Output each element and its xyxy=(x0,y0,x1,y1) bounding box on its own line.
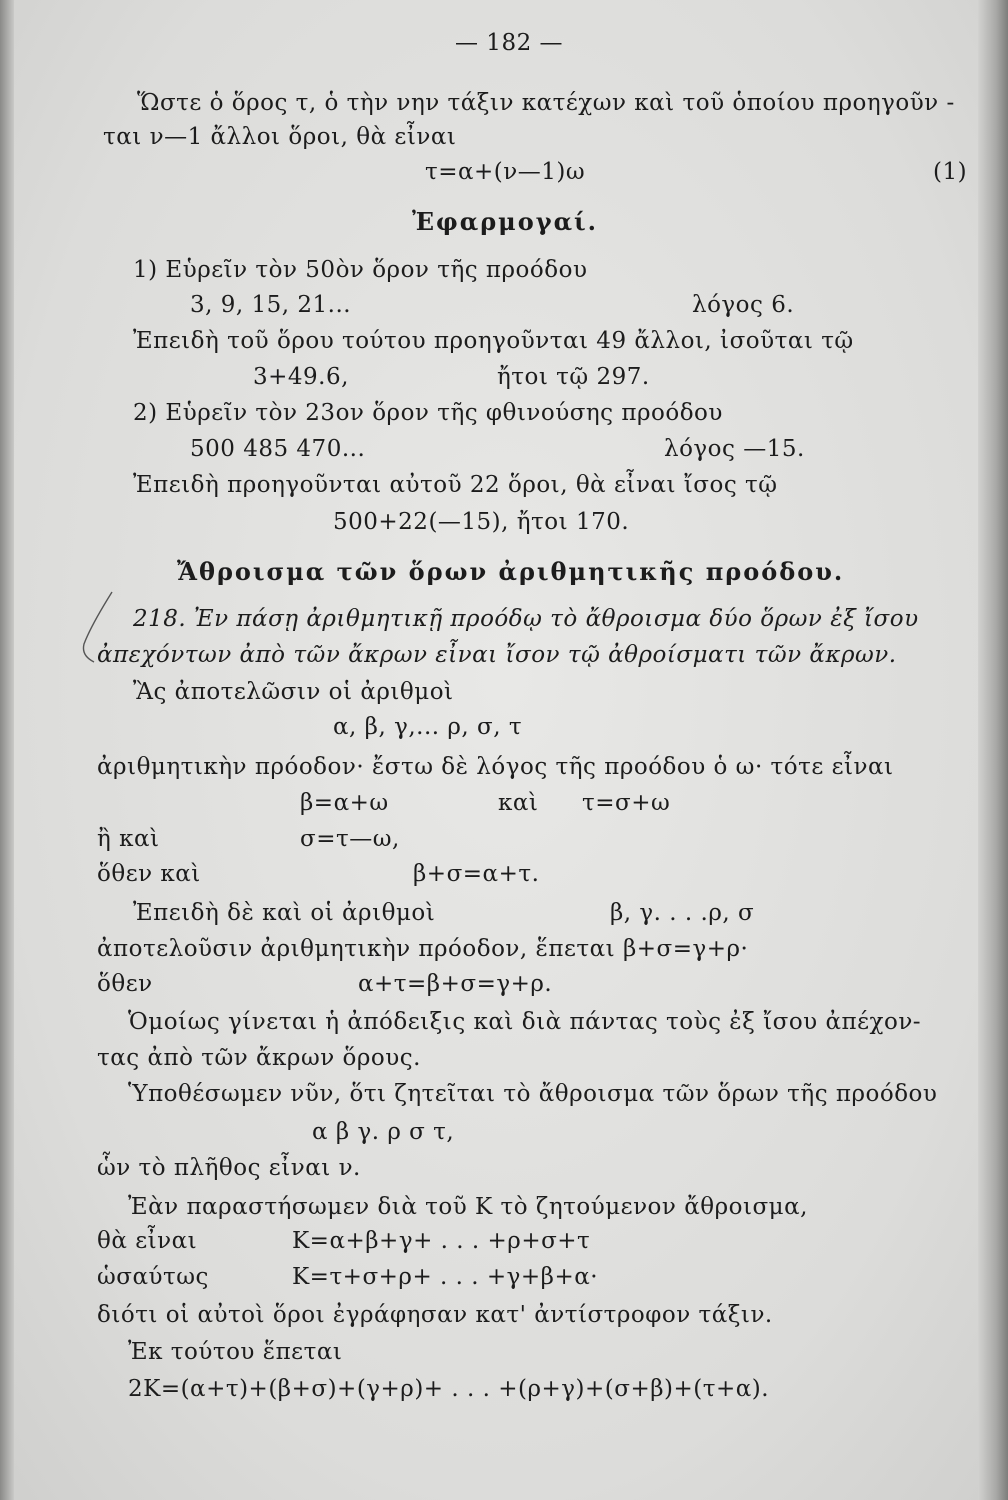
formula-line: Κ=τ+σ+ρ+ . . . +γ+β+α· xyxy=(292,1264,599,1290)
section-heading: Ἄθροισμα τῶν ὅρων ἀριθμητικῆς προόδου. xyxy=(177,557,845,586)
text-line: Ἐπειδὴ δὲ καὶ οἱ ἀριθμοὶ xyxy=(133,900,436,926)
formula-line: α+τ=β+σ=γ+ρ. xyxy=(358,971,553,997)
formula-line: 3+49.6, xyxy=(253,364,349,390)
text-line: 2) Εὑρεῖν τὸν 23ον ὅρον τῆς φθινούσης προόδου xyxy=(133,400,723,426)
text-line: ἤτοι τῷ 297. xyxy=(497,364,650,390)
text-line: ἀριθμητικὴν πρόοδον· ἔστω δὲ λόγος τῆς προόδου ὁ ω· τότε εἶναι xyxy=(97,754,894,780)
formula-line: τ=α+(ν—1)ω xyxy=(425,159,586,185)
text-line: Ὁμοίως γίνεται ἡ ἀπόδειξις καὶ διὰ πάντας τοὺς ἐξ ἴσου ἀπέχον- xyxy=(128,1009,922,1035)
text-line: ὅθεν καὶ xyxy=(97,861,201,887)
formula-line: σ=τ—ω, xyxy=(300,826,400,852)
formula-line: 2Κ=(α+τ)+(β+σ)+(γ+ρ)+ . . . +(ρ+γ)+(σ+β)+(τ+α). xyxy=(128,1376,770,1402)
formula-line: 500 485 470... xyxy=(190,436,366,462)
text-line: Ἐπειδὴ τοῦ ὅρου τούτου προηγοῦνται 49 ἄλλοι, ἰσοῦται τῷ xyxy=(133,328,854,354)
formula-line: τ=σ+ω xyxy=(582,790,671,816)
page-right-edge xyxy=(978,0,1008,1500)
formula-line: 500+22(—15), ἤτοι 170. xyxy=(333,509,630,535)
text-line: Ἐπειδὴ προηγοῦνται αὐτοῦ 22 ὅροι, θὰ εἶναι ἴσος τῷ xyxy=(133,472,778,498)
text-line: Ἐὰν παραστήσωμεν διὰ τοῦ Κ τὸ ζητούμενον ἄθροισμα, xyxy=(128,1194,808,1220)
text-line: ἀποτελοῦσιν ἀριθμητικὴν πρόοδον, ἕπεται β+σ=γ+ρ· xyxy=(97,936,749,962)
text-line: ὅθεν xyxy=(97,971,153,997)
page-left-shadow xyxy=(0,0,14,1500)
formula-line: α, β, γ,... ρ, σ, τ xyxy=(333,714,523,740)
text-line: θὰ εἶναι xyxy=(97,1228,198,1254)
text-line: Ἂς ἀποτελῶσιν οἱ ἀριθμοὶ xyxy=(133,679,454,705)
text-line: τας ἀπὸ τῶν ἄκρων ὅρους. xyxy=(97,1045,421,1071)
text-line: διότι οἱ αὐτοὶ ὅροι ἐγράφησαν κατ' ἀντίστροφον τάξιν. xyxy=(97,1302,773,1328)
formula-line: α β γ. ρ σ τ, xyxy=(312,1119,455,1145)
text-line: ἢ καὶ xyxy=(97,826,160,852)
text-line: καὶ xyxy=(498,790,539,816)
pen-mark-icon xyxy=(72,588,122,668)
equation-number: (1) xyxy=(933,159,968,185)
text-line: Ὑποθέσωμεν νῦν, ὅτι ζητεῖται τὸ ἄθροισμα τῶν ὅρων τῆς προόδου xyxy=(128,1081,938,1107)
text-line: λόγος —15. xyxy=(664,436,805,462)
text-line: λόγος 6. xyxy=(692,292,795,318)
text-line: ὡσαύτως xyxy=(97,1264,209,1290)
theorem-line: ἀπεχόντων ἀπὸ τῶν ἄκρων εἶναι ἴσον τῷ ἀθροίσματι τῶν ἄκρων. xyxy=(97,642,897,668)
formula-line: Κ=α+β+γ+ . . . +ρ+σ+τ xyxy=(292,1228,591,1254)
formula-line: β=α+ω xyxy=(300,790,389,816)
formula-line: 3, 9, 15, 21... xyxy=(190,292,352,318)
text-line: ὧν τὸ πλῆθος εἶναι ν. xyxy=(97,1155,361,1181)
theorem-line: 218. Ἐν πάσῃ ἀριθμητικῇ προόδῳ τὸ ἄθροισμα δύο ὅρων ἐξ ἴσου xyxy=(133,606,919,632)
formula-line: β+σ=α+τ. xyxy=(413,861,540,887)
text-line: 1) Εὑρεῖν τὸν 50ὸν ὅρον τῆς προόδου xyxy=(133,257,588,283)
formula-line: β, γ. . . .ρ, σ xyxy=(610,900,755,926)
text-line: Ὥστε ὁ ὅρος τ, ὁ τὴν νην τάξιν κατέχων καὶ τοῦ ὁποίου προηγοῦν - xyxy=(137,90,955,116)
page-number: — 182 — xyxy=(455,30,564,56)
section-heading: Ἐφαρμογαί. xyxy=(412,207,599,236)
text-line: ται ν—1 ἄλλοι ὅροι, θὰ εἶναι xyxy=(103,124,457,150)
text-line: Ἐκ τούτου ἕπεται xyxy=(128,1339,343,1365)
